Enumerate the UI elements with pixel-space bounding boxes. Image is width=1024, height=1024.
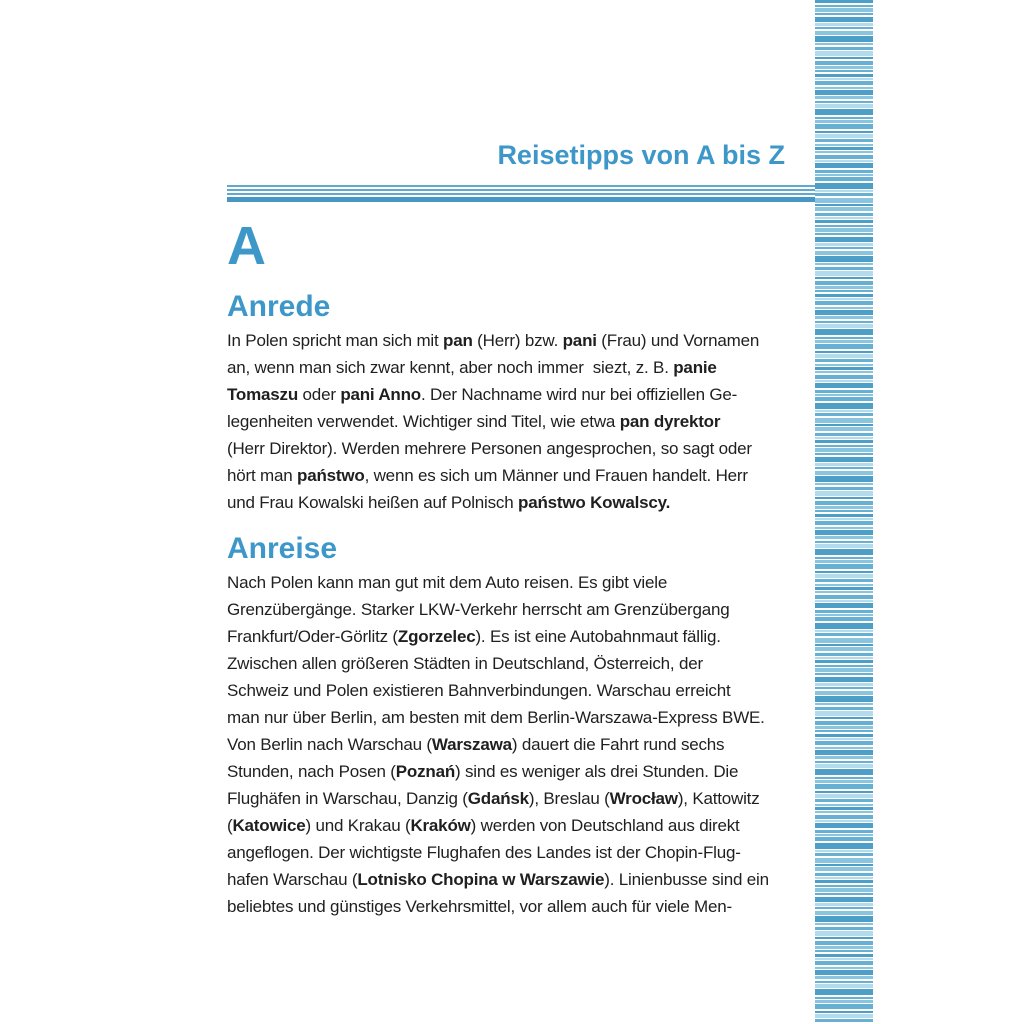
text-line: Tomaszu oder pani Anno. Der Nachname wird nur bei offiziellen Ge- — [227, 385, 738, 404]
text-line: legenheiten verwendet. Wichtiger sind Titel, wie etwa pan dyrektor — [227, 412, 721, 431]
entry-section — [227, 530, 812, 920]
text-line: (Katowice) und Krakau (Kraków) werden von Deutschland aus direkt — [227, 816, 740, 835]
header-divider-rule — [227, 185, 816, 202]
text-line: Nach Polen kann man gut mit dem Auto reisen. Es gibt viele — [227, 573, 668, 592]
text-line: In Polen spricht man sich mit pan (Herr) bzw. pani (Frau) und Vornamen — [227, 331, 760, 350]
entry-sections — [227, 288, 812, 920]
text-line: Frankfurt/Oder-Görlitz (Zgorzelec). Es ist eine Autobahnmaut fällig. — [227, 627, 721, 646]
text-line: Grenzübergänge. Starker LKW-Verkehr herrscht am Grenzübergang — [227, 600, 730, 619]
entry-section — [227, 288, 812, 516]
text-line: und Frau Kowalski heißen auf Polnisch państwo Kowalscy. — [227, 493, 671, 512]
text-line: Flughäfen in Warschau, Danzig (Gdańsk), Breslau (Wrocław), Kattowitz — [227, 789, 760, 808]
section-letter: A — [227, 216, 266, 276]
text-line: hört man państwo, wenn es sich um Männer und Frauen handelt. Herr — [227, 466, 748, 485]
text-line: Zwischen allen größeren Städten in Deutschland, Österreich, der — [227, 654, 703, 673]
text-line: (Herr Direktor). Werden mehrere Personen angesprochen, so sagt oder — [227, 439, 752, 458]
text-line: Stunden, nach Posen (Poznań) sind es weniger als drei Stunden. Die — [227, 762, 739, 781]
text-line: Schweiz und Polen existieren Bahnverbindungen. Warschau erreicht — [227, 681, 731, 700]
text-line: beliebtes und günstiges Verkehrsmittel, vor allem auch für viele Men- — [227, 897, 732, 916]
entry-body — [227, 327, 812, 516]
entry-body — [227, 569, 812, 920]
text-line: man nur über Berlin, am besten mit dem Berlin-Warszawa-Express BWE. — [227, 708, 765, 727]
text-line: Von Berlin nach Warschau (Warszawa) dauert die Fahrt rund sechs — [227, 735, 725, 754]
entry-heading: Anreise — [227, 532, 338, 565]
decorative-stripe-band — [815, 0, 873, 1024]
text-line: hafen Warschau (Lotnisko Chopina w Warszawie). Linienbusse sind ein — [227, 870, 769, 889]
text-line: angeflogen. Der wichtigste Flughafen des Landes ist der Chopin-Flug- — [227, 843, 741, 862]
entry-heading: Anrede — [227, 290, 331, 323]
running-head: Reisetipps von A bis Z — [497, 140, 785, 170]
text-line: an, wenn man sich zwar kennt, aber noch immer siezt, z. B. panie — [227, 358, 717, 377]
